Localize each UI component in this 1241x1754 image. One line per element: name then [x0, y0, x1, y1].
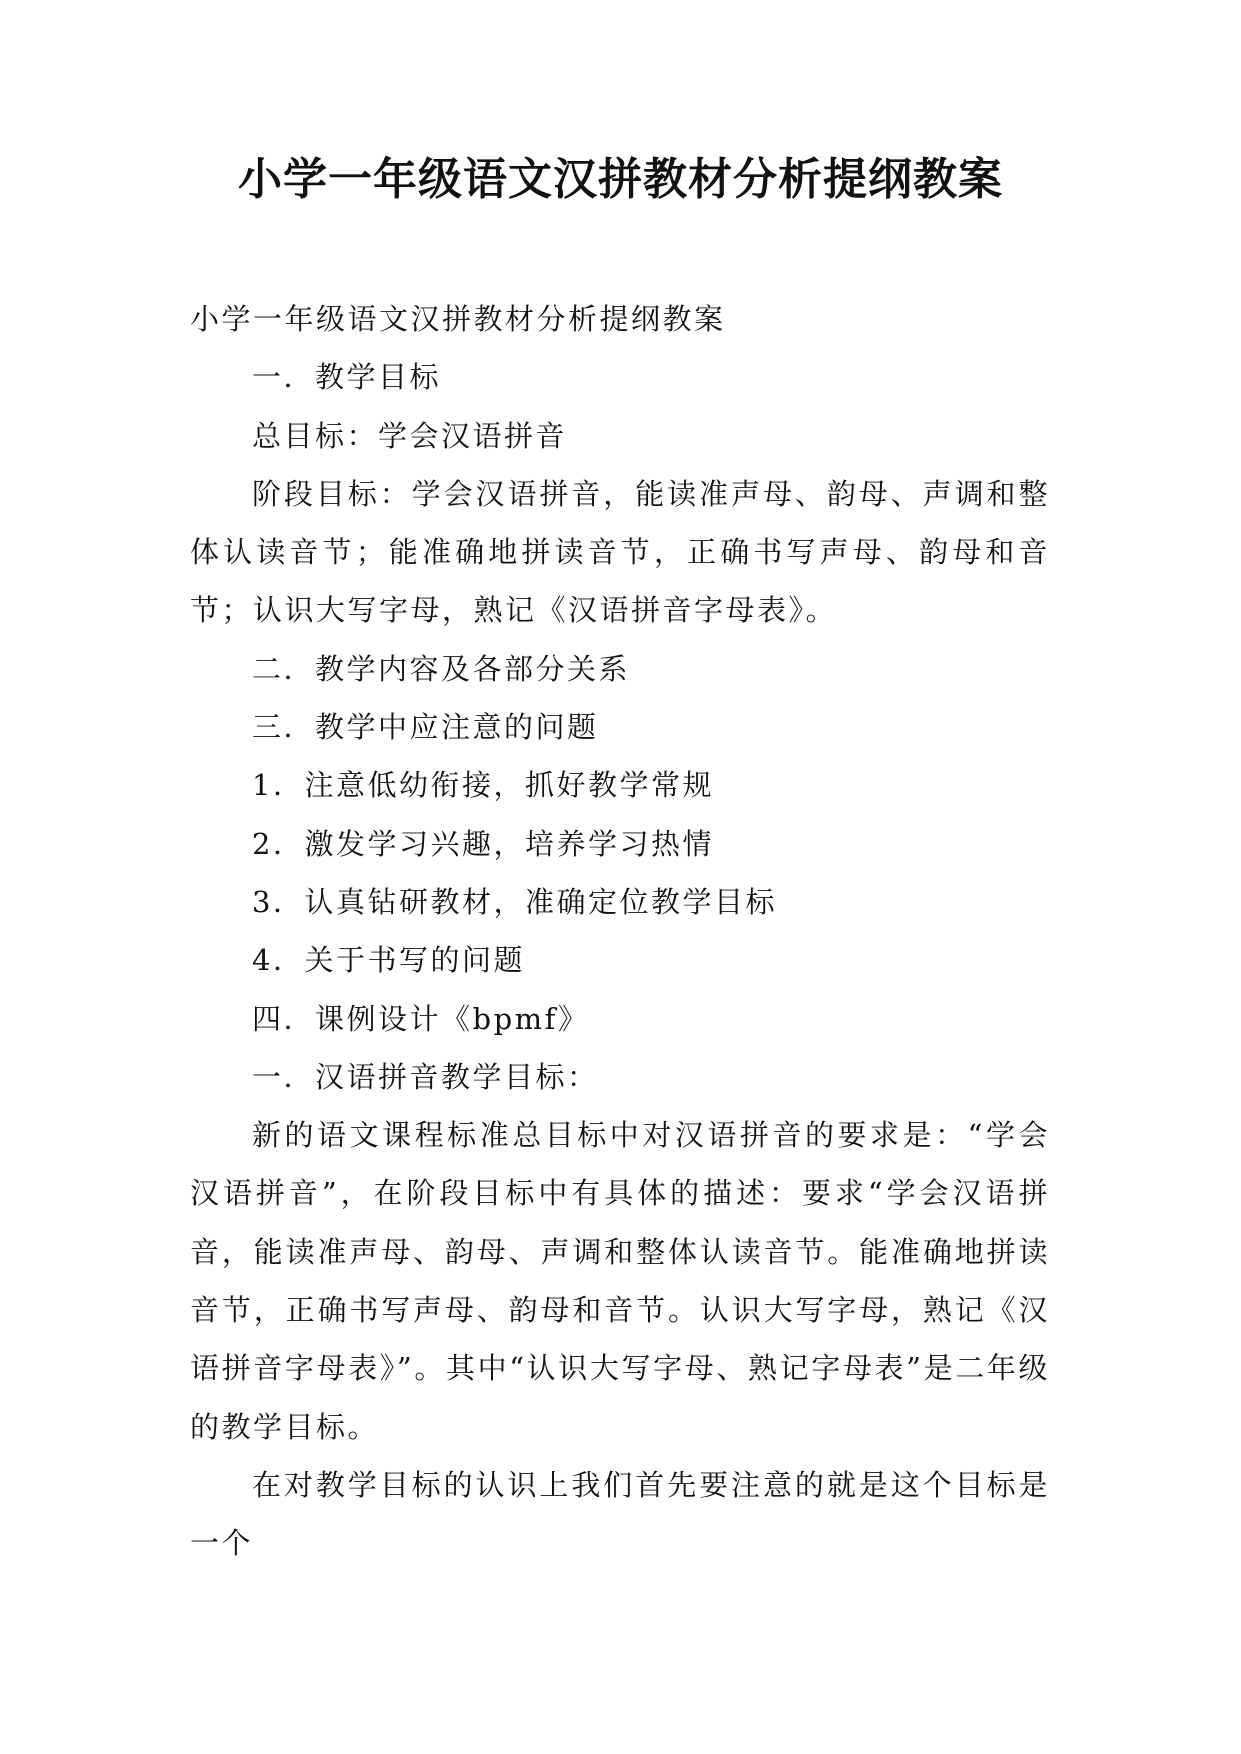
paragraph-goal-understanding: 在对教学目标的认识上我们首先要注意的就是这个目标是一个 — [190, 1467, 1050, 1561]
paragraph-section-4-heading: 四．课例设计《bpmf》 — [252, 1001, 590, 1036]
paragraph-section-3-heading: 三．教学中应注意的问题 — [252, 710, 599, 745]
document-title: 小学一年级语文汉拼教材分析提纲教案 — [238, 154, 1003, 205]
paragraph-pinyin-goal-heading: 一．汉语拼音教学目标： — [252, 1059, 599, 1094]
paragraph-item-1: 1．注意低幼衔接，抓好教学常规 — [252, 768, 714, 803]
paragraph-stage-goal: 阶段目标：学会汉语拼音，能读准声母、韵母、声调和整体认读音节；能准确地拼读音节，正确书写声母、韵母和音节；认识大写字母，熟记《汉语拼音字母表》。 — [190, 476, 1050, 628]
paragraph-section-1-heading: 一．教学目标 — [252, 360, 442, 395]
document-body — [190, 290, 1050, 1573]
paragraph-item-3: 3．认真钻研教材，准确定位教学目标 — [252, 884, 777, 919]
paragraph-section-2-heading: 二．教学内容及各部分关系 — [252, 651, 631, 686]
paragraph-subtitle: 小学一年级语文汉拼教材分析提纲教案 — [190, 302, 726, 336]
paragraph-overall-goal: 总目标：学会汉语拼音 — [252, 418, 568, 453]
paragraph-curriculum-standard: 新的语文课程标准总目标中对汉语拼音的要求是：“学会汉语拼音”，在阶段目标中有具体的描述：要求“学会汉语拼音，能读准声母、韵母、声调和整体认读音节。能准确地拼读音节，正确书写声母、韵母和音节。认识大写字母，熟记《汉语拼音字母表》”。其中“认识大写字母、熟记字母表”是二年级的教学目标。 — [190, 1118, 1050, 1444]
paragraph-item-2: 2．激发学习兴趣，培养学习热情 — [252, 826, 714, 861]
paragraph-item-4: 4．关于书写的问题 — [252, 943, 525, 978]
